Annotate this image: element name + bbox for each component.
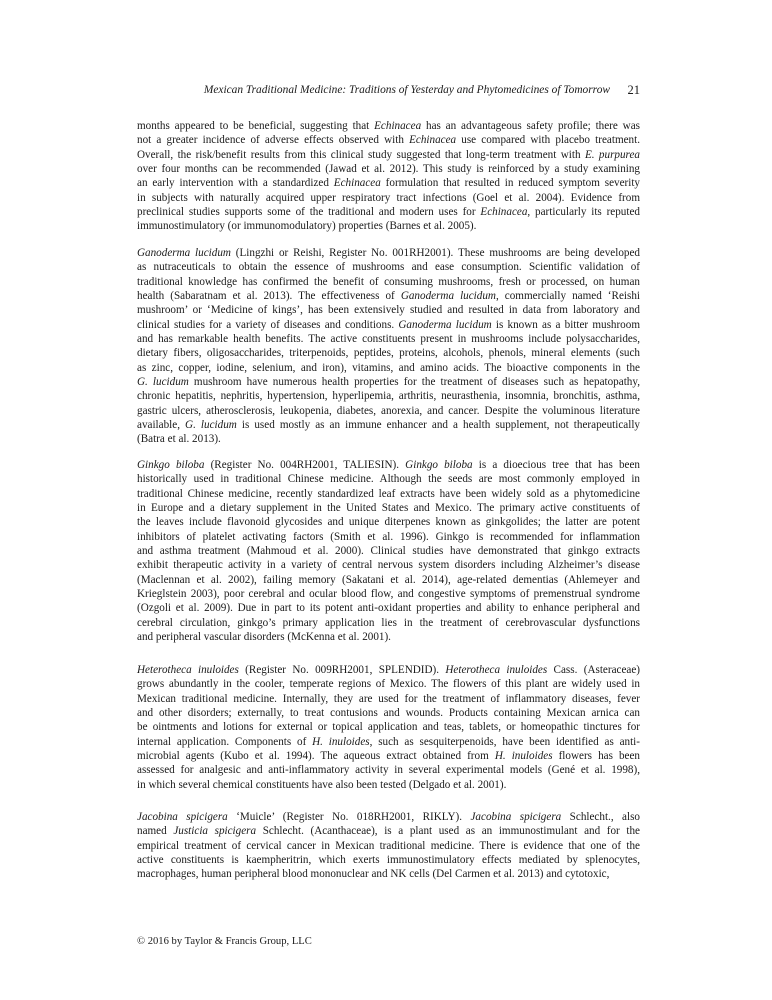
text-line: and asthma treatment (Mahmoud et al. 2000). Clinical studies have demonstrated that ginkgo extracts [137, 545, 640, 558]
paragraph-ginkgo [137, 458, 640, 644]
text-line: exhibit therapeutic activity in a variety of central nervous system disorders including Alzheimer’s disease [137, 559, 640, 572]
text-line: grows abundantly in the cooler, temperate regions of Mexico. The flowers of this plant are widely used in [137, 678, 640, 691]
text-line: empirical treatment of cervical cancer in Mexican traditional medicine. There is evidence that one of the [137, 839, 640, 852]
text-line: immunostimulatory (or immunomodulatory) properties (Barnes et al. 2005). [137, 220, 477, 233]
text-line: not a greater incidence of adverse effects observed with Echinacea use compared with placebo treatment. [137, 134, 641, 147]
paragraph-echinacea [137, 119, 640, 234]
text-line: over four months can be recommended (Jawad et al. 2012). This study is reinforced by a study examining [137, 163, 640, 176]
body-text [137, 119, 641, 881]
text-line: in Europe and a dietary supplement in the United States and Mexico. The primary active constituents of [137, 502, 640, 515]
text-line: Overall, the risk/benefit results from this clinical study suggested that long-term treatment with E. purpurea [137, 148, 640, 161]
text-line: and peripheral vascular disorders (McKenna et al. 2001). [137, 631, 391, 644]
text-line: Ganoderma lucidum (Lingzhi or Reishi, Register No. 001RH2001). These mushrooms are being developed [137, 247, 640, 259]
text-line: microbial agents (Kubo et al. 1994). The aqueous extract obtained from H. inuloides flowers has been [137, 750, 641, 763]
text-line: in which several chemical constituents have also been tested (Delgado et al. 2001). [137, 778, 507, 791]
text-line: cerebral circulation, ginkgo’s primary application lies in the treatment of cerebrovascular dysfunctions [137, 616, 640, 629]
text-line: the leaves include flavonoid glycosides and unique diterpenes known as ginkgolides; the latter are potent [137, 516, 640, 529]
text-line: an early intervention with a standardized Echinacea formulation that resulted in reduced symptom severity [137, 177, 640, 190]
paragraph-jacobina [137, 810, 640, 882]
text-line: (Ozgoli et al. 2009). Due in part to its potent anti-oxidant properties and ability to enhance peripheral and [137, 602, 640, 615]
text-line: months appeared to be beneficial, suggesting that Echinacea has an advantageous safety profile; there was [137, 120, 640, 132]
text-line: G. lucidum mushroom have numerous health properties for the treatment of diseases such as hepatopathy, [137, 376, 640, 389]
text-line: and other disorders; externally, to treat contusions and wounds. Products containing Mexican arnica can [137, 707, 640, 720]
copyright-footer: © 2016 by Taylor & Francis Group, LLC [137, 936, 312, 947]
text-line: gastric ulcers, atherosclerosis, leukopenia, diabetes, anorexia, and cancer. Despite the voluminous literature [137, 404, 640, 417]
text-line: Krieglstein 2003), poor cerebral and ocular blood flow, and congestive symptoms of premenstrual syndrome [137, 588, 640, 601]
text-line: health (Sabaratnam et al. 2013). The effectiveness of Ganoderma lucidum, commercially named ‘Reishi [137, 290, 640, 303]
text-line: preclinical studies supports some of the traditional and modern uses for Echinacea, particularly its reputed [137, 206, 640, 219]
text-line: internal application. Components of H. inuloides, such as sesquiterpenoids, have been identified as anti- [137, 735, 640, 748]
page-number: 21 [627, 83, 640, 97]
running-head [137, 82, 640, 98]
text-line: traditional knowledge has confirmed the benefit of consuming mushrooms, fresh or processed, on human [137, 275, 640, 288]
text-line: and has remarkable health benefits. The active constituents present in mushrooms include polysaccharides, [137, 333, 640, 346]
text-line: as zinc, copper, iodine, selenium, and iron), vitamins, and amino acids. The bioactive components in the [137, 361, 640, 374]
text-line: (Batra et al. 2013). [137, 433, 221, 446]
text-line: active constituents is kaempheritrin, which exerts immunostimulatory effects mediated by splenocytes, [137, 854, 640, 867]
text-line: clinical studies for a variety of diseases and conditions. Ganoderma lucidum is known as a bitter mushroom [137, 318, 640, 331]
text-line: dietary fibers, oligosaccharides, triterpenoids, peptides, proteins, alcohols, phenols, mineral elements (such [137, 347, 640, 360]
text-line: assessed for analgesic and anti-inflammatory activity in several experimental models (Gené et al. 1998), [137, 764, 640, 777]
text-line: Jacobina spicigera ‘Muicle’ (Register No. 018RH2001, RIKLY). Jacobina spicigera Schlecht., also [137, 811, 641, 823]
text-line: (Maclennan et al. 2002), failing memory (Sakatani et al. 2014), age-related dementias (Ahlemeyer and [137, 573, 640, 586]
text-line: macrophages, human peripheral blood mononuclear and NK cells (Del Carmen et al. 2013) and cytotoxic, [137, 868, 610, 881]
text-line: be ointments and lotions for external or topical application and teas, tablets, or homeopathic tinctures for [137, 721, 640, 734]
text-line: Heterotheca inuloides (Register No. 009RH2001, SPLENDID). Heterotheca inuloides Cass. (Asteraceae) [137, 664, 641, 676]
text-line: mushroom’ or ‘Medicine of kings’, has been extensively studied and resulted in data from laboratory and [137, 304, 640, 317]
text-line: named Justicia spicigera Schlecht. (Acanthaceae), is a plant used as an immunostimulant and for the [137, 825, 641, 838]
text-line: as nutraceuticals to obtain the essence of mushrooms and ease consumption. Scientific validation of [137, 261, 640, 274]
running-title: Mexican Traditional Medicine: Traditions of Yesterday and Phytomedicines of Tomorrow [203, 84, 610, 96]
text-line: inhibitors of platelet activating factors (Smith et al. 1996). Ginkgo is recommended for inflammation [137, 530, 640, 543]
text-line: Mexican traditional medicine. Internally, they are used for the treatment of inflammatory diseases, fever [137, 692, 640, 705]
text-line: available, G. lucidum is used mostly as an immune enhancer and a health supplement, not therapeutically [137, 419, 640, 432]
text-line: traditional Chinese medicine, recently standardized leaf extracts have been widely sold as a phytomedicine [137, 487, 640, 500]
text-line: chronic hepatitis, nephritis, hypertension, hyperlipemia, arthritis, neurasthenia, insomnia, bronchitis, asthma, [137, 390, 640, 403]
text-line: in subjects with naturally acquired upper respiratory tract infections (Goel et al. 2004). Evidence from [137, 191, 640, 204]
text-line: historically used in traditional Chinese medicine. Although the seeds are most commonly employed in [137, 473, 640, 486]
text-line: Ginkgo biloba (Register No. 004RH2001, TALIESIN). Ginkgo biloba is a dioecious tree that has been [137, 459, 640, 471]
paragraph-heterotheca [137, 663, 640, 792]
paragraph-ganoderma [137, 246, 640, 447]
